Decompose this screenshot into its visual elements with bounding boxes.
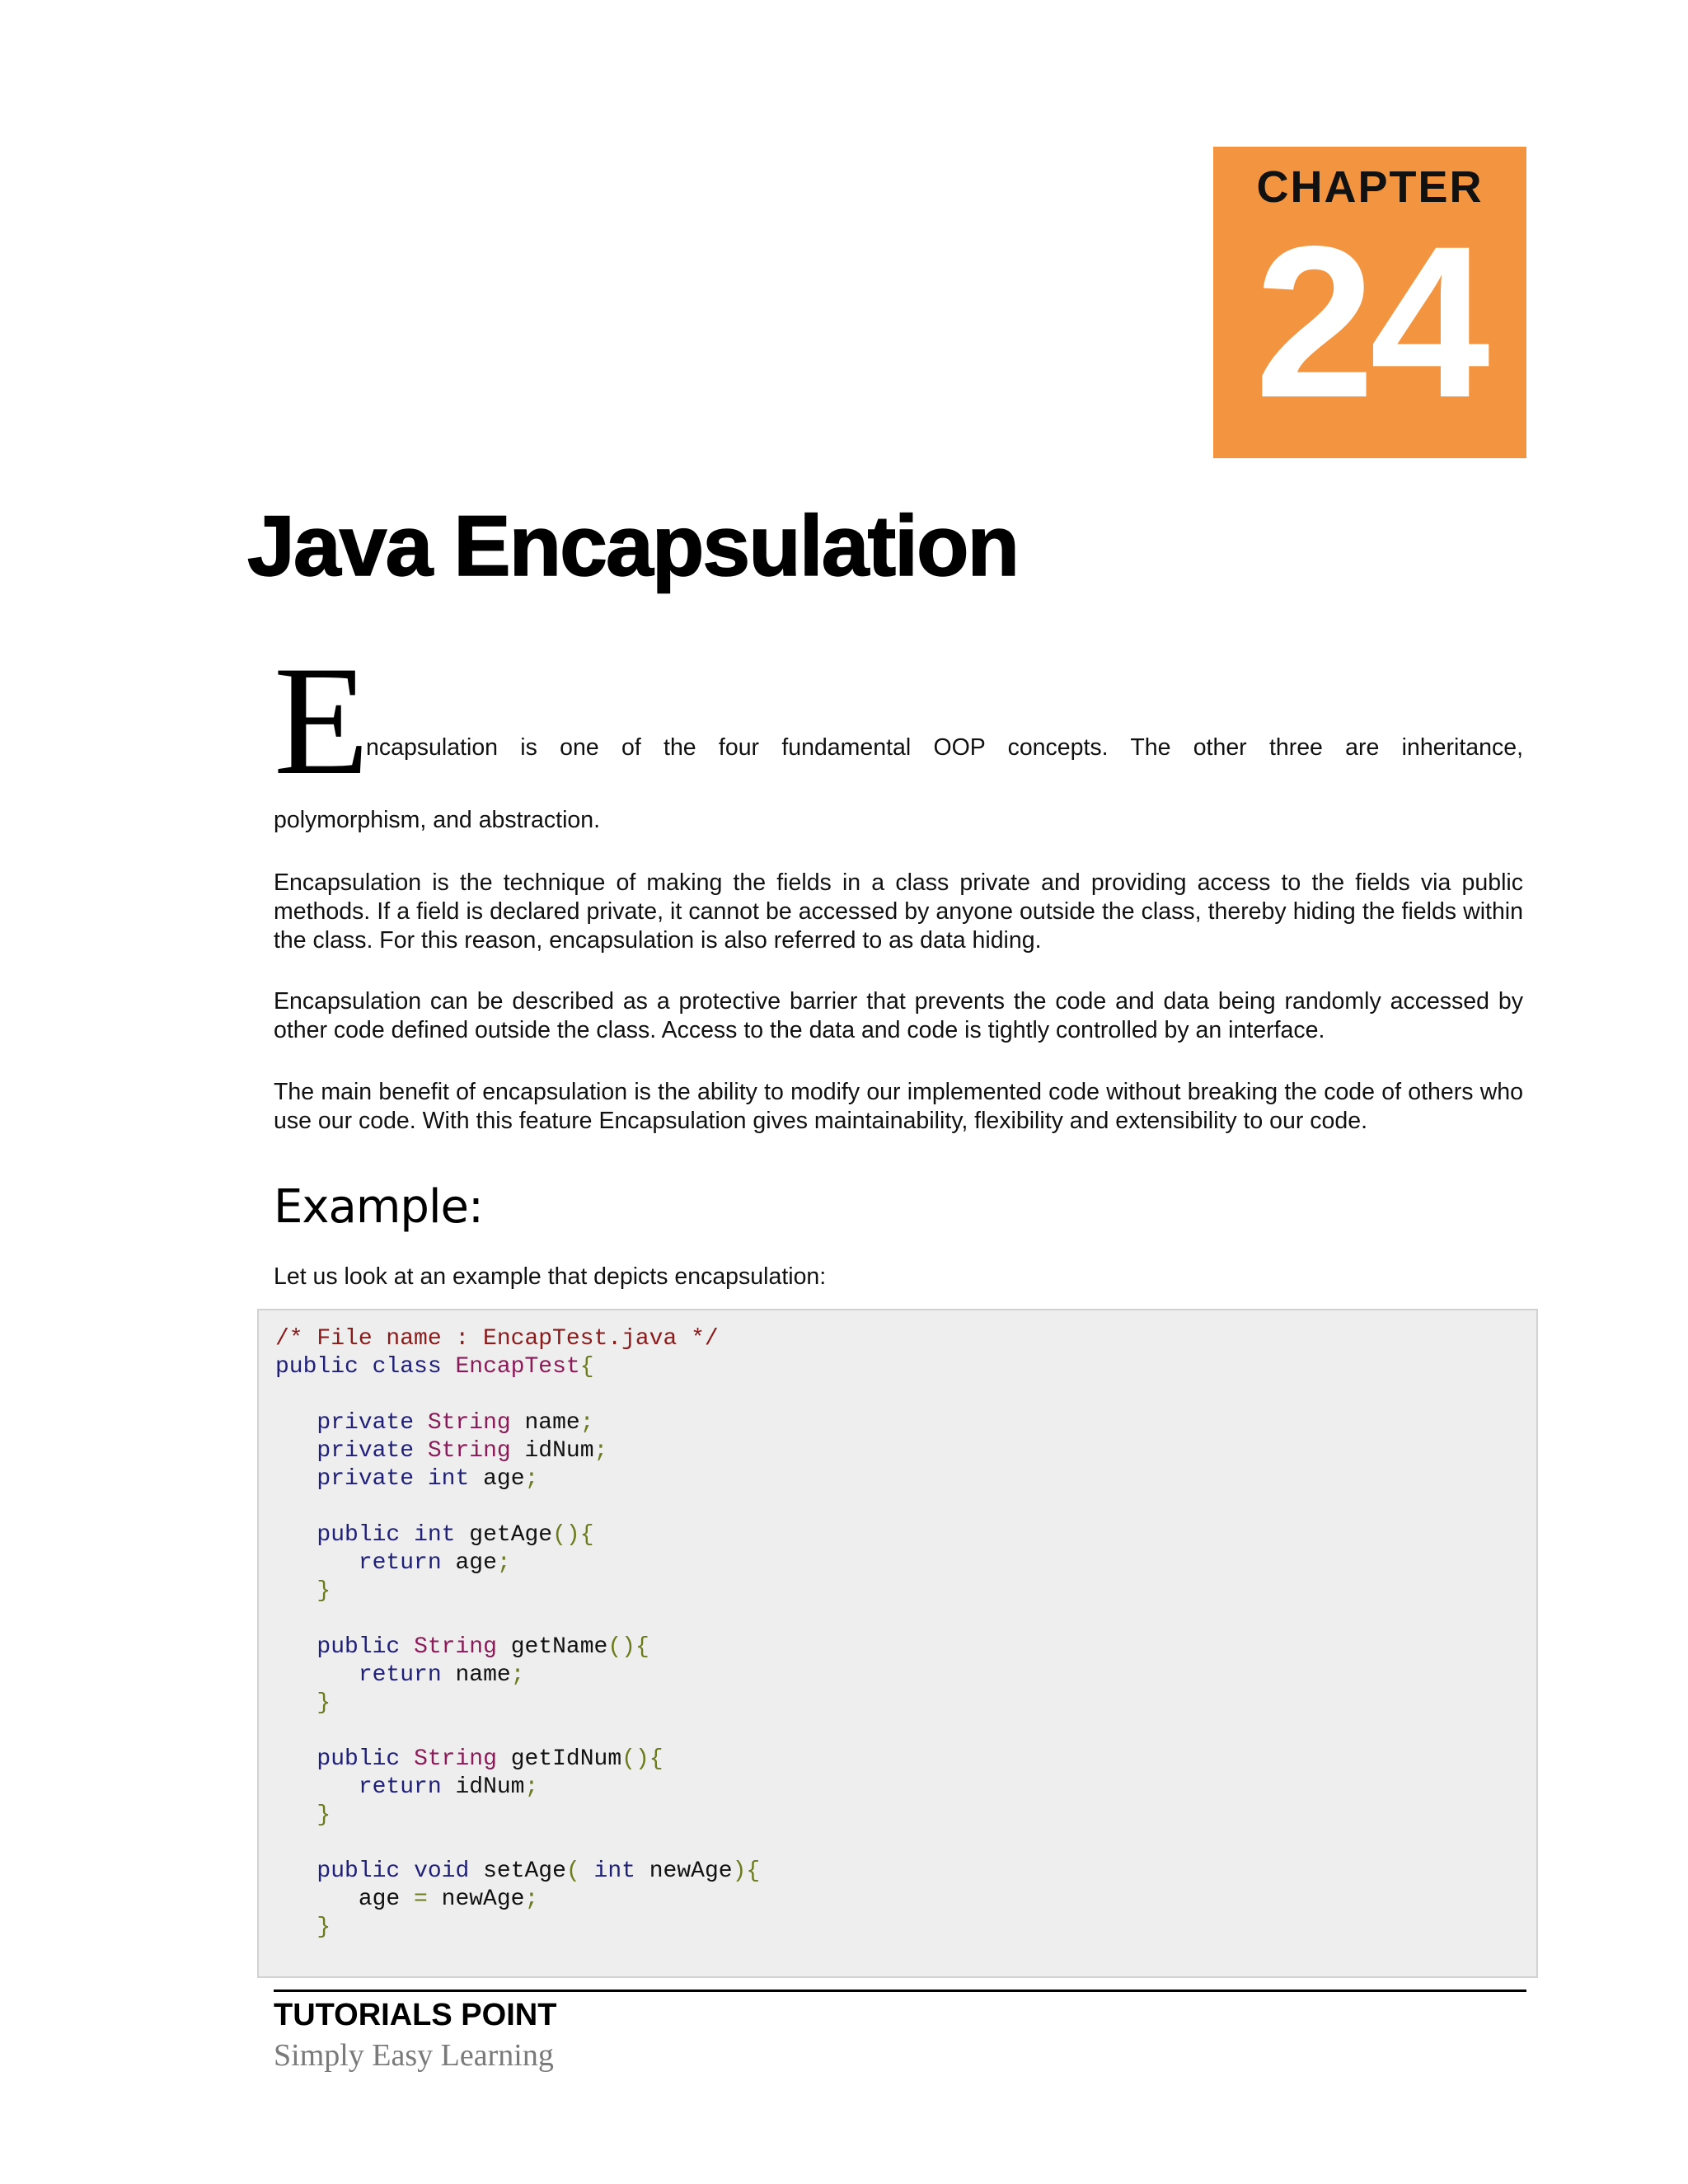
code-line: }	[316, 1802, 331, 1828]
example-heading: Example:	[274, 1180, 483, 1234]
code-line: public int getAge(){	[316, 1522, 594, 1548]
code-line: }	[316, 1578, 331, 1604]
paragraph: Encapsulation is the technique of making the fields in a class private and providing access to the fields via public methods. If a field is declared private, it cannot be accessed by anyone outside the class, thereby hiding the fields within the class. For this reason, encapsulation is also referred to as data hiding.	[274, 869, 1523, 954]
paragraph-block-3	[274, 1078, 1523, 1136]
paragraph: The main benefit of encapsulation is the ability to modify our implemented code without breaking the code of others who use our code. With this feature Encapsulation gives maintainability, flexibility and extensibility to our code.	[274, 1079, 1523, 1134]
intro-first-line-text: ncapsulation is one of the four fundamental OOP concepts. The other three are inheritance,	[366, 734, 1523, 761]
footer-brand: TUTORIALS POINT	[274, 1998, 557, 2032]
code-line: }	[316, 1915, 331, 1940]
intro-continuation-block	[274, 806, 1523, 835]
paragraph-block-1	[274, 869, 1523, 955]
chapter-badge	[1213, 147, 1526, 458]
footer-divider	[274, 1990, 1526, 1992]
code-line: private int age;	[316, 1466, 539, 1492]
example-lead: Let us look at an example that depicts encapsulation:	[274, 1263, 827, 1290]
page-title: Java Encapsulation	[247, 499, 1019, 594]
code-block	[257, 1309, 1538, 1978]
code-line: age = newAge;	[275, 1886, 539, 1912]
code-line: return idNum;	[358, 1774, 539, 1800]
code-line: }	[316, 1690, 331, 1716]
code-line: public void setAge( int newAge){	[316, 1858, 761, 1884]
code-listing	[275, 1325, 760, 1942]
footer-tagline: Simply Easy Learning	[274, 2038, 554, 2073]
code-line: public class EncapTest{	[275, 1354, 594, 1380]
code-line: return name;	[358, 1662, 525, 1688]
intro-continuation: polymorphism, and abstraction.	[274, 807, 601, 833]
code-line: /* File name : EncapTest.java */	[275, 1326, 719, 1352]
chapter-label: CHAPTER	[1256, 162, 1484, 212]
paragraph-block-2	[274, 987, 1523, 1045]
intro-first-line	[274, 635, 1523, 808]
code-line: return age;	[358, 1550, 511, 1576]
chapter-number: 24	[1254, 201, 1485, 443]
drop-cap: E	[274, 635, 370, 808]
code-line: public String getIdNum(){	[316, 1746, 663, 1772]
code-line: private String name;	[316, 1410, 594, 1436]
code-line: private String idNum;	[316, 1438, 608, 1464]
code-line: public String getName(){	[316, 1634, 649, 1660]
paragraph: Encapsulation can be described as a protective barrier that prevents the code and data being randomly accessed by other code defined outside the class. Access to the data and code is tightly controlled by an interface.	[274, 988, 1523, 1043]
example-lead-block	[274, 1263, 1523, 1291]
